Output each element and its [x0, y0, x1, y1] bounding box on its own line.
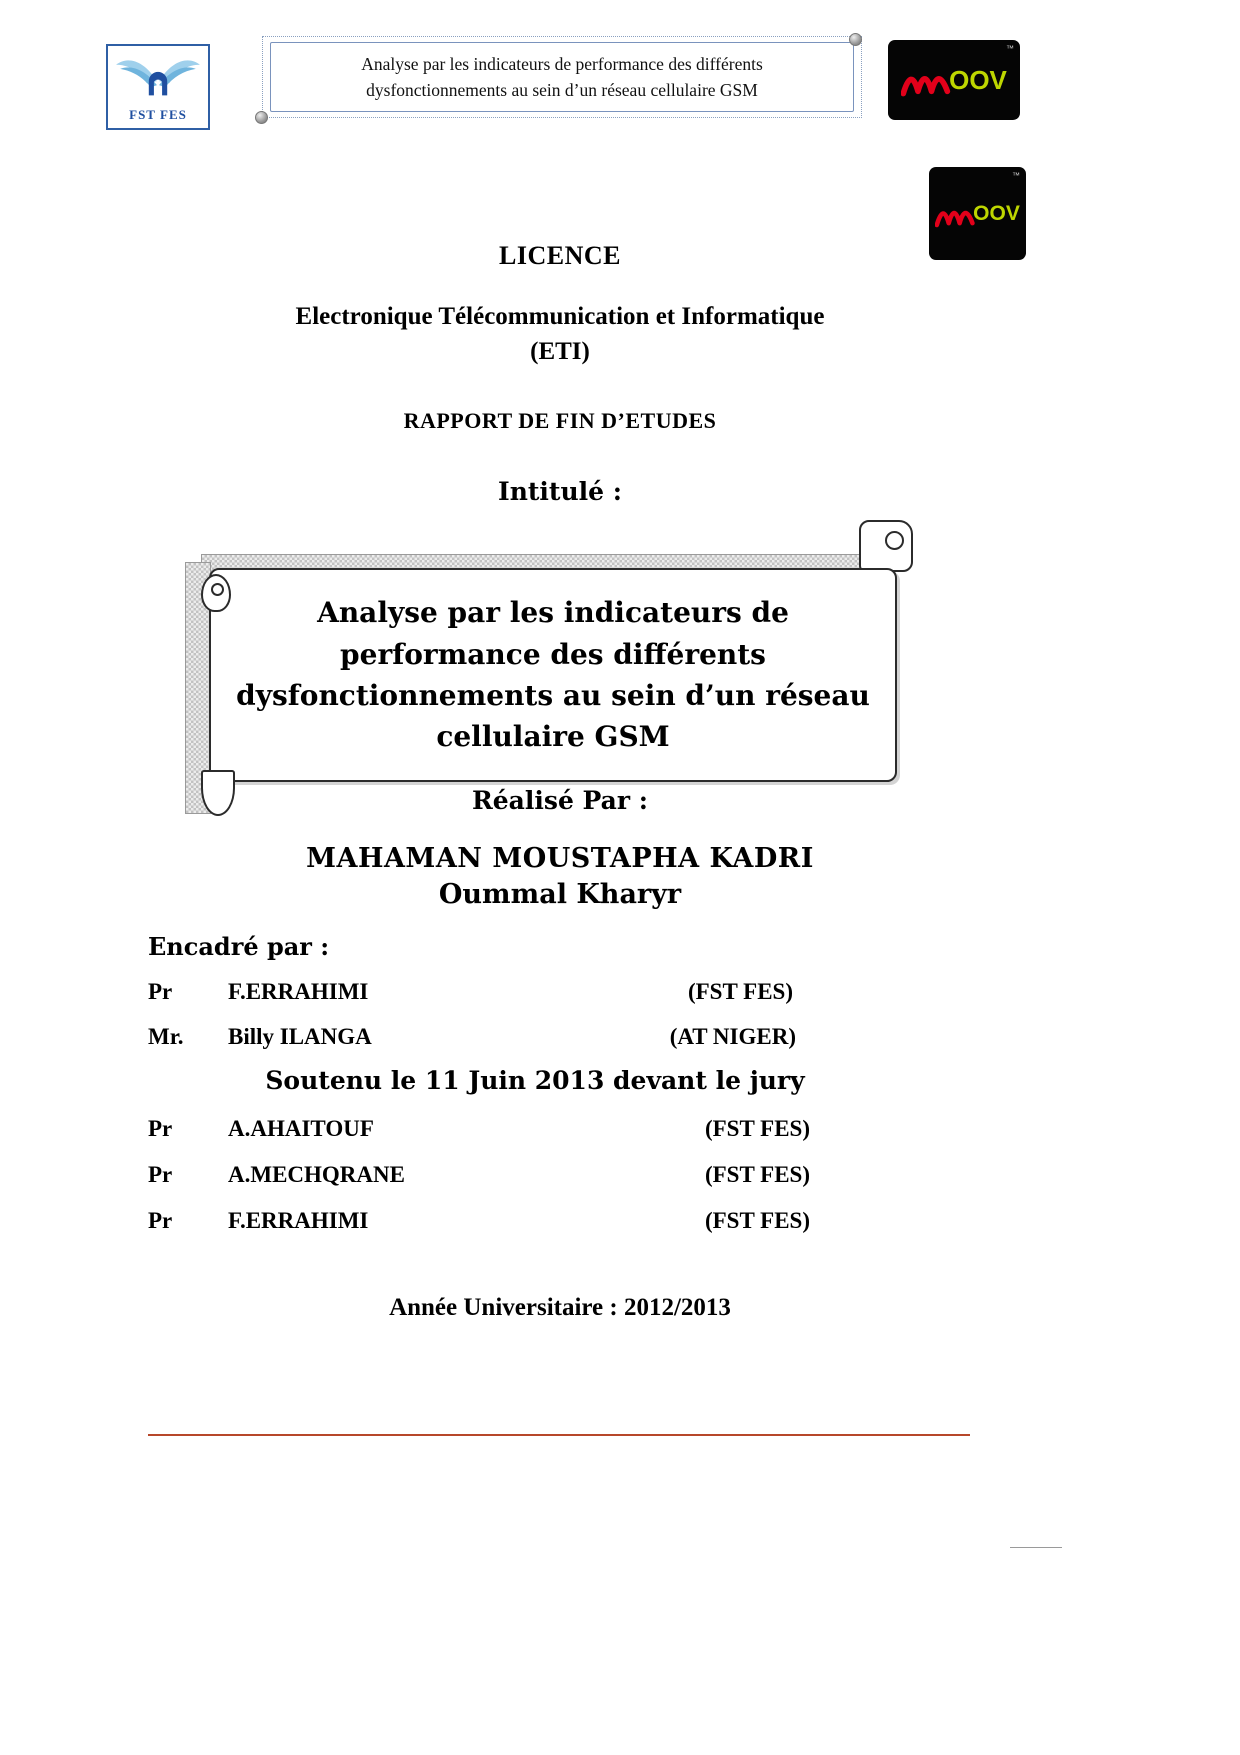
person-affiliation: (AT NIGER) [669, 1024, 796, 1049]
moov-logo-text: OOV [973, 201, 1020, 225]
person-title: Mr. [148, 1024, 184, 1049]
person-title: Pr [148, 1208, 173, 1233]
moov-swoosh-icon [901, 63, 953, 97]
separator-rule [148, 1434, 970, 1436]
scroll-title-line: cellulaire GSM [436, 720, 670, 754]
footer-mark [1010, 1547, 1062, 1548]
trademark-mark: ™ [1006, 44, 1014, 53]
person-affiliation: (FST FES) [704, 1116, 810, 1141]
fst-emblem-icon [112, 49, 204, 105]
person-name: A.MECHQRANE [228, 1162, 405, 1187]
person-name: F.ERRAHIMI [228, 1208, 369, 1233]
header-title-box [262, 36, 862, 118]
intitule-label: Intitulé : [498, 477, 622, 506]
person-title: Pr [148, 1162, 173, 1187]
person-title: Pr [148, 1116, 173, 1141]
person-name: F.ERRAHIMI [228, 979, 369, 1004]
program-abbr: (ETI) [530, 338, 590, 365]
scroll-roll-icon [201, 574, 231, 612]
scroll-title-line: dysfonctionnements au sein d’un réseau [236, 679, 870, 712]
trademark-mark: ™ [1012, 171, 1020, 180]
defense-line: Soutenu le 11 Juin 2013 devant le jury [265, 1066, 805, 1095]
person-name: Billy ILANGA [228, 1024, 372, 1049]
scroll-banner [185, 518, 917, 820]
scroll-title-line: performance des différents [340, 637, 766, 671]
person-affiliation: (FST FES) [687, 979, 793, 1004]
scroll-title-line: Analyse par les indicateurs de [317, 596, 789, 630]
header-title-line1: Analyse par les indicateurs de performance des différents [361, 53, 763, 74]
person-affiliation: (FST FES) [704, 1162, 810, 1187]
pin-ornament-icon [849, 33, 862, 46]
jury-row [148, 1116, 810, 1142]
moov-logo-text: OOV [949, 64, 1007, 95]
header-title-line2: dysfonctionnements au sein d’un réseau cellulaire GSM [366, 80, 758, 100]
author-name-primary: MAHAMAN MOUSTAPHA KADRI [306, 843, 814, 874]
pin-ornament-icon [255, 111, 268, 124]
licence-heading: LICENCE [499, 241, 621, 270]
encadre-par-label: Encadré par : [148, 932, 330, 961]
program-heading: Electronique Télécommunication et Informatique [295, 303, 825, 330]
person-title: Pr [148, 979, 173, 1004]
report-type-heading: RAPPORT DE FIN D’ETUDES [403, 408, 717, 433]
author-name-secondary: Oummal Kharyr [438, 879, 682, 910]
person-affiliation: (FST FES) [704, 1208, 810, 1233]
realise-par-label: Réalisé Par : [472, 786, 648, 815]
moov-swoosh-icon [935, 200, 977, 228]
scroll-roll-icon [859, 520, 913, 572]
supervisor-row [148, 979, 793, 1005]
person-name: A.AHAITOUF [228, 1116, 374, 1141]
jury-row [148, 1208, 810, 1234]
supervisor-row [148, 1024, 796, 1050]
jury-row [148, 1162, 810, 1188]
scroll-title [209, 568, 897, 782]
fst-logo-label: FST FES [129, 107, 187, 122]
fst-fes-logo [106, 44, 210, 130]
academic-year: Année Universitaire : 2012/2013 [389, 1294, 731, 1321]
moov-logo [888, 40, 1020, 120]
